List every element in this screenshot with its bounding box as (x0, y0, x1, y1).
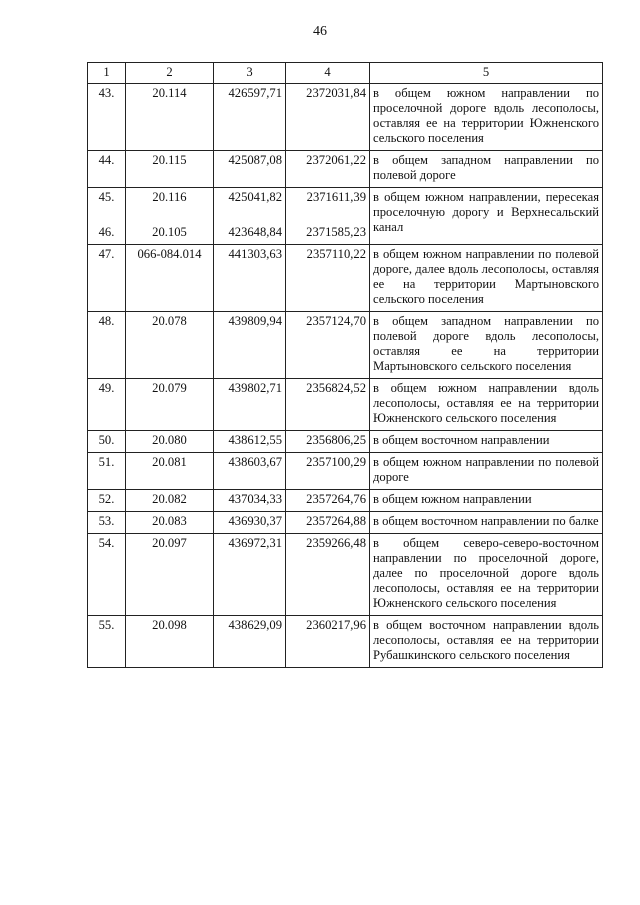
point-code: 20.079 (126, 379, 214, 431)
row-number: 52. (88, 490, 126, 512)
coordinate-y: 2372031,84 (286, 84, 370, 151)
boundary-points-table (87, 62, 603, 668)
boundary-description: в общем восточном направлении по балке (370, 512, 603, 534)
table-row (88, 312, 603, 379)
row-number: 55. (88, 616, 126, 668)
table-row (88, 512, 603, 534)
coordinate-y: 2357124,70 (286, 312, 370, 379)
row-number: 50. (88, 431, 126, 453)
point-code: 20.097 (126, 534, 214, 616)
boundary-description: в общем южном направлении по проселочной дороге вдоль лесополосы, оставляя ее на территории Южненского сельского поселения (370, 84, 603, 151)
table-row (88, 431, 603, 453)
row-number: 48. (88, 312, 126, 379)
point-code: 20.083 (126, 512, 214, 534)
coordinate-y-pair (286, 188, 370, 245)
boundary-description: в общем южном направлении (370, 490, 603, 512)
table-row (88, 453, 603, 490)
row-number: 47. (88, 245, 126, 312)
column-header-description: 5 (370, 63, 603, 84)
boundary-description: в общем южном направлении по полевой дороге (370, 453, 603, 490)
point-code: 20.078 (126, 312, 214, 379)
coordinate-x: 436930,37 (214, 512, 286, 534)
boundary-description: в общем восточном направлении вдоль лесополосы, оставляя ее на территории Рубашкинского сельского поселения (370, 616, 603, 668)
page-number: 46 (313, 24, 327, 39)
header-row (88, 63, 603, 84)
boundary-description: в общем южном направлении по полевой дороге, далее вдоль лесополосы, оставляя ее на территории Мартыновского сельского поселения (370, 245, 603, 312)
row-number: 43. (88, 84, 126, 151)
point-code: 20.098 (126, 616, 214, 668)
coordinate-y: 2371611,39 (306, 190, 366, 204)
coordinate-x: 423648,84 (228, 225, 282, 239)
coordinate-x: 437034,33 (214, 490, 286, 512)
coordinate-x: 436972,31 (214, 534, 286, 616)
column-header-point-code: 2 (126, 63, 214, 84)
row-number: 51. (88, 453, 126, 490)
coordinate-x: 438629,09 (214, 616, 286, 668)
boundary-description: в общем западном направлении по полевой дороге вдоль лесополосы, оставляя ее на территории Мартыновского сельского поселения (370, 312, 603, 379)
table-row (88, 151, 603, 188)
table-header (88, 63, 603, 84)
table-row-merged (88, 188, 603, 245)
boundary-description: в общем южном направлении, пересекая проселочную дорогу и Верхнесальский канал (370, 188, 603, 245)
point-code: 20.114 (126, 84, 214, 151)
boundary-description: в общем восточном направлении (370, 431, 603, 453)
coordinate-y: 2357100,29 (286, 453, 370, 490)
coordinate-y: 2356806,25 (286, 431, 370, 453)
boundary-description: в общем южном направлении вдоль лесополосы, оставляя ее на территории Южненского сельского поселения (370, 379, 603, 431)
boundary-description: в общем западном направлении по полевой дороге (370, 151, 603, 188)
coordinate-x: 426597,71 (214, 84, 286, 151)
table-body (88, 84, 603, 668)
row-number: 46. (98, 225, 115, 239)
coordinate-x-pair (214, 188, 286, 245)
coordinate-x: 439809,94 (214, 312, 286, 379)
table-row (88, 490, 603, 512)
column-header-number: 1 (88, 63, 126, 84)
coordinate-y: 2357110,22 (286, 245, 370, 312)
coordinate-y: 2359266,48 (286, 534, 370, 616)
row-number: 53. (88, 512, 126, 534)
point-code: 066-084.014 (126, 245, 214, 312)
coordinate-y: 2357264,88 (286, 512, 370, 534)
point-code: 20.105 (152, 225, 187, 239)
coordinate-y: 2360217,96 (286, 616, 370, 668)
table-row (88, 616, 603, 668)
point-code: 20.116 (152, 190, 187, 204)
point-code: 20.080 (126, 431, 214, 453)
row-number: 49. (88, 379, 126, 431)
coordinate-x: 439802,71 (214, 379, 286, 431)
table-row (88, 534, 603, 616)
point-code: 20.081 (126, 453, 214, 490)
row-number: 54. (88, 534, 126, 616)
coordinate-y: 2357264,76 (286, 490, 370, 512)
column-header-x: 3 (214, 63, 286, 84)
coordinate-x: 438603,67 (214, 453, 286, 490)
coordinate-x: 425087,08 (214, 151, 286, 188)
boundary-description: в общем северо-северо-восточном направлении по проселочной дороге, далее по проселочной дороге вдоль лесополосы, оставляя ее на территории Южненского сельского поселения (370, 534, 603, 616)
coordinate-y: 2371585,23 (306, 225, 366, 239)
row-number: 45. (98, 190, 115, 204)
coordinate-x: 438612,55 (214, 431, 286, 453)
row-number: 44. (88, 151, 126, 188)
point-code: 20.115 (126, 151, 214, 188)
table-row (88, 379, 603, 431)
coordinate-x: 425041,82 (228, 190, 282, 204)
row-number-pair (88, 188, 126, 245)
coordinate-x: 441303,63 (214, 245, 286, 312)
column-header-y: 4 (286, 63, 370, 84)
coordinate-y: 2372061,22 (286, 151, 370, 188)
point-code-pair (126, 188, 214, 245)
coordinate-y: 2356824,52 (286, 379, 370, 431)
table-row (88, 84, 603, 151)
point-code: 20.082 (126, 490, 214, 512)
table-row (88, 245, 603, 312)
